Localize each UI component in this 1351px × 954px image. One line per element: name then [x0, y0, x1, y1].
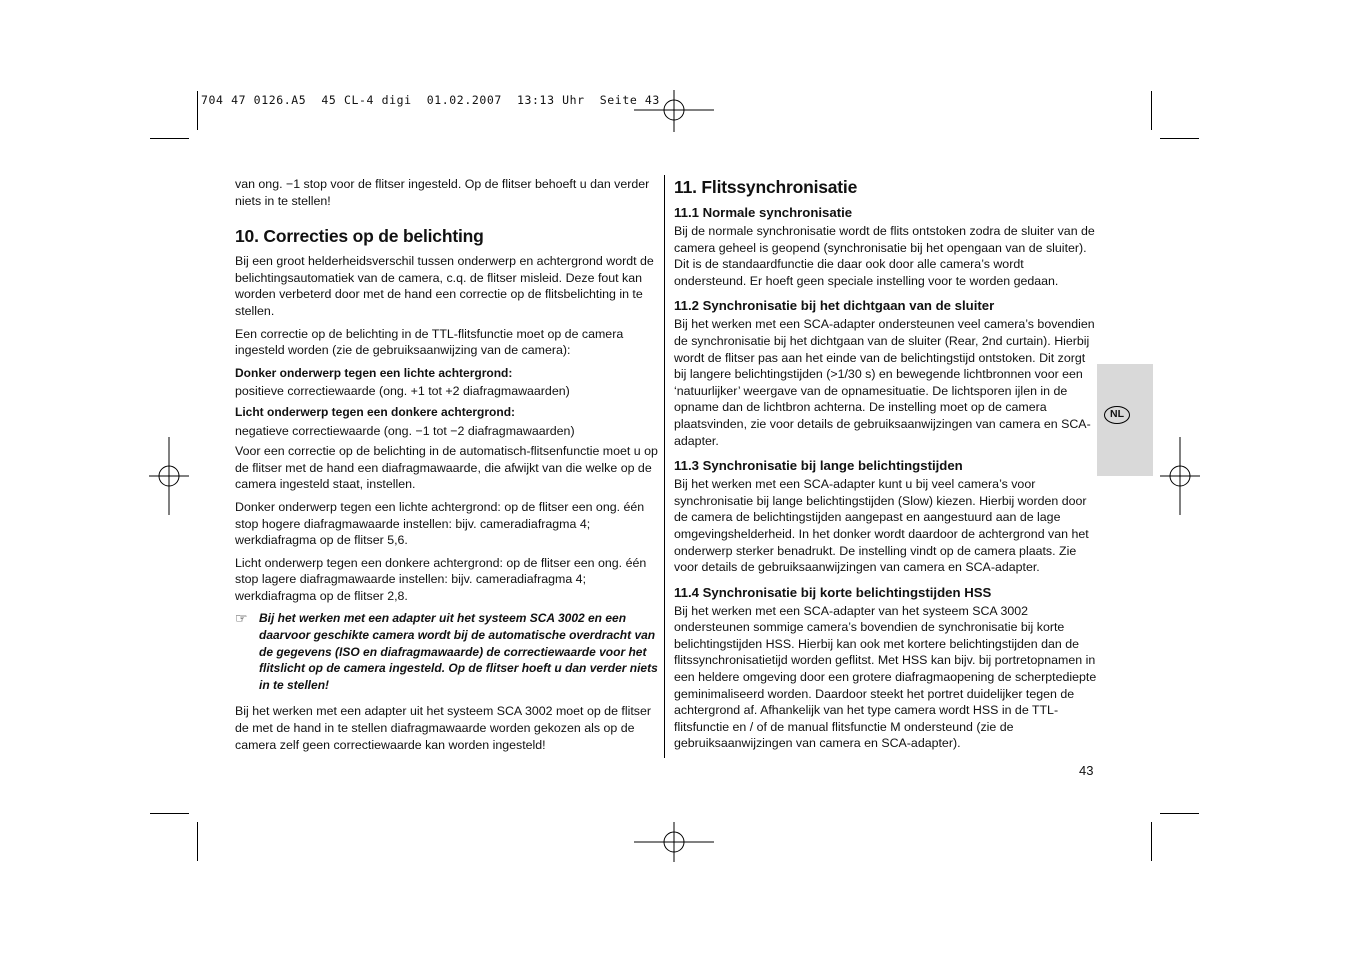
paragraph: Bij het werken met een adapter uit het systeem SCA 3002 moet op de flitser de met de hand in te stellen diafragmawaarde worden gekozen als op de camera zelf geen correctiewaarde kan worden ingesteld!	[235, 704, 651, 752]
registration-mark-left	[149, 437, 189, 515]
registration-mark-right	[1160, 437, 1200, 515]
right-column	[674, 176, 1098, 758]
value-light-subject: negatieve correctiewaarde (ong. −1 tot −2 diafragmawaarden)	[235, 423, 575, 438]
section-title-11: 11. Flitssynchronisatie	[674, 177, 858, 197]
paragraph: Bij een groot helderheidsverschil tussen onderwerp en achtergrond wordt de belichtingsautomatiek van de camera, c.q. de flitser misleid. Deze fout kan worden verbeterd door met de hand een correctie op de flitsbelichting in te stellen.	[235, 254, 654, 318]
registration-mark-bottom	[634, 822, 714, 862]
crop-mark	[1151, 822, 1152, 861]
crop-mark	[150, 813, 189, 814]
subsection-title: 11.3 Synchronisatie bij lange belichtingstijden	[674, 458, 963, 474]
crop-mark	[197, 822, 198, 861]
column-divider	[664, 175, 665, 758]
subsection-title: 11.2 Synchronisatie bij het dichtgaan van de sluiter	[674, 298, 995, 314]
subsection-title: 11.1 Normale synchronisatie	[674, 205, 853, 220]
crop-mark	[197, 91, 198, 130]
paragraph: Licht onderwerp tegen een donkere achtergrond: op de flitser een ong. één stop lagere diafragmawaarde instellen: bijv. cameradiafragma 4; werkdiafragma op de flitser 2,8.	[235, 555, 647, 603]
crop-mark	[150, 138, 189, 139]
label-dark-subject: Donker onderwerp tegen een lichte achtergrond:	[235, 365, 513, 380]
crop-mark	[1160, 813, 1199, 814]
paragraph: Voor een correctie op de belichting in de automatisch-flitsenfunctie moet u op de flitser met de hand een diafragmawaarde, die afwijkt van die welke op de camera ingesteld staat, instellen.	[235, 444, 658, 492]
paragraph: Donker onderwerp tegen een lichte achtergrond: op de flitser een ong. één stop hogere diafragmawaarde instellen: bijv. cameradiafragma 4; werkdiafragma op de flitser 5,6.	[235, 499, 645, 548]
crop-mark	[1151, 91, 1152, 130]
crop-mark	[1160, 138, 1199, 139]
subsection-title: 11.4 Synchronisatie bij korte belichtingstijden HSS	[674, 584, 992, 600]
section-title-10: 10. Correcties op de belichting	[235, 226, 484, 247]
print-slug: 704 47 0126.A5 45 CL-4 digi 01.02.2007 13:13 Uhr Seite 43	[201, 93, 660, 107]
paragraph: Bij het werken met een SCA-adapter kunt u bij veel camera’s voor synchronisatie bij lange belichtingstijden (Slow) kiezen. Hierbij worden door de camera de belichtingstijden aangepast en aangestuurd aan de lage omgevingshelderheid. In het donker wordt daardoor de achtergrond van het onderwerp sterker benadrukt. De instelling vindt op de camera plaats. Zie voor details de gebruiksaanwijzingen van camera en SCA-adapter.	[674, 477, 1089, 575]
note-block	[235, 610, 658, 693]
paragraph: Een correctie op de belichting in de TTL-flitsfunctie moet op de camera ingesteld worden (zie de gebruiksaanwijzing van de camera):	[235, 326, 624, 358]
paragraph: Bij de normale synchronisatie wordt de flits ontstoken zodra de sluiter van de camera geheel is geopend (synchronisatie bij het opengaan van de sluiter). Dit is de standaardfunctie die daar ook door alle camera’s wordt ondersteund. Er hoeft geen speciale instelling voor te worden gedaan.	[674, 224, 1095, 288]
left-column	[235, 176, 658, 759]
note-text: Bij het werken met een adapter uit het systeem SCA 3002 en een daarvoor geschikte camera wordt bij de automatische overdracht van de gegevens (ISO en diafragmawaarde) de correctiewaarde voor het flitslicht op de camera ingesteld. Op de flitser hoeft u dan verder niets in te stellen!	[259, 611, 658, 692]
label-light-subject: Licht onderwerp tegen een donkere achtergrond:	[235, 404, 516, 419]
pointing-hand-icon: ☞	[235, 610, 248, 627]
page-number: 43	[1079, 763, 1094, 778]
value-dark-subject: positieve correctiewaarde (ong. +1 tot +2 diafragmawaarden)	[235, 384, 570, 399]
paragraph: Bij het werken met een SCA-adapter van het systeem SCA 3002 ondersteunen sommige camera’s bovendien de synchronisatie bij korte belichtingstijden HSS. Hierbij kan ook met kortere belichtingstijden dan de flitssynchronisatietijd worden geflitst. Met HSS kan bijv. bij portretopnamen in een heldere omgeving door een grotere diafragmaopening de scherptediepte geminimaliseerd worden. Daardoor steekt het portret duidelijker tegen de achtergrond af. Afhankelijk van het type camera wordt HSS in de TTL-flitsfunctie en / of de manual flitsfunctie M ondersteund (zie de gebruiksaanwijzingen van camera en SCA-adapter).	[674, 603, 1097, 751]
intro-text: van ong. −1 stop voor de flitser ingesteld. Op de flitser behoeft u dan verder niets in te stellen!	[235, 177, 650, 208]
language-badge: NL	[1104, 406, 1130, 424]
paragraph: Bij het werken met een SCA-adapter ondersteunen veel camera’s bovendien de synchronisatie bij het dichtgaan van de sluiter (Rear, 2nd curtain). Hierbij wordt de flitser pas aan het einde van de belichtingstijd ontstoken. Dit zorgt bij langere belichtingstijden (>1/30 s) en bewegende lichtbronnen voor een ‘natuurlijker’ weergave van de opnamesituatie. De lichtsporen ijlen in de opname dan de lichtbron achterna. De instelling moet op de camera plaatsvinden, zie voor details de gebruiksaanwijzingen van camera en SCA-adapter.	[674, 317, 1095, 448]
